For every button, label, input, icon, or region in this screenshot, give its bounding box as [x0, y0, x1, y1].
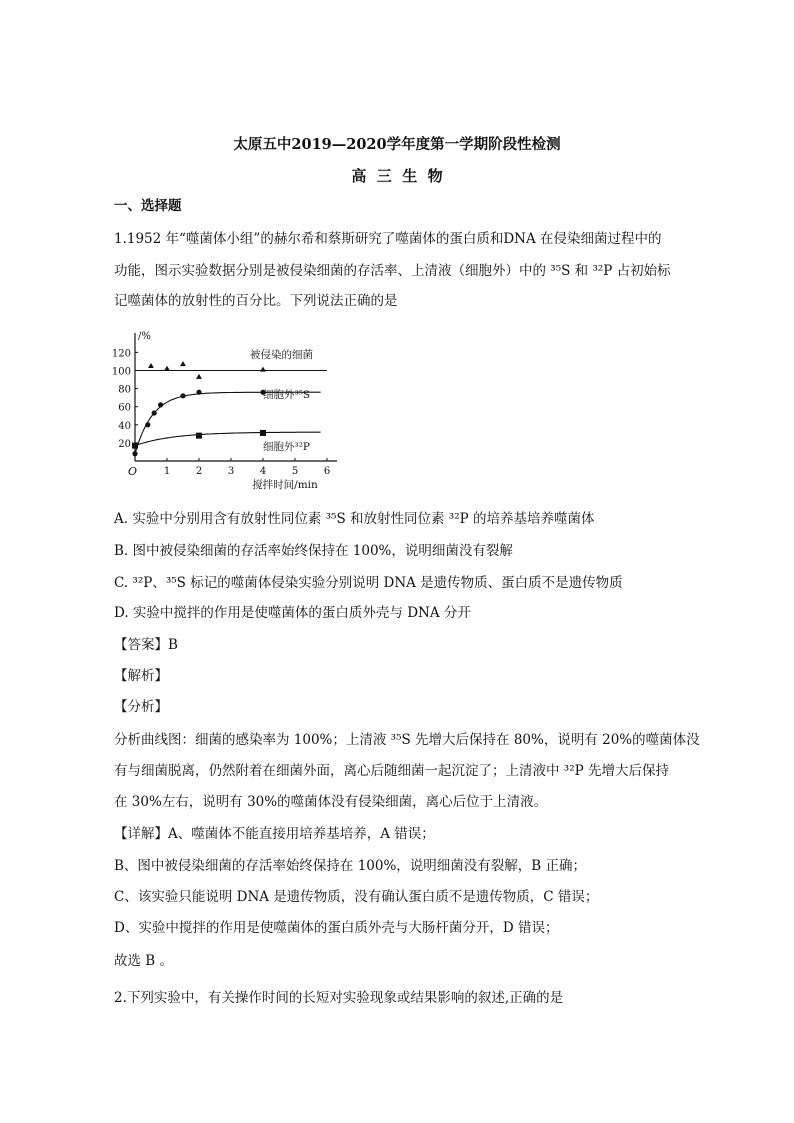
bacteria-legend: 被侵染的细菌: [250, 349, 313, 361]
x-tick-label: 2: [195, 466, 203, 477]
detail-line: D、实验中搅拌的作用是使噬菌体的蛋白质外壳与大肠杆菌分开，D 错误；: [114, 920, 559, 936]
y-axis-label: /%: [138, 331, 151, 342]
detail-line: 【详解】A、噬菌体不能直接用培养基培养，A 错误；: [114, 826, 435, 842]
x-tick-label: 4: [259, 466, 267, 477]
q1-option-a: A. 实验中分别用含有放射性同位素 ³⁵S 和放射性同位素 ³²P 的培养基培养噬菌体: [114, 511, 595, 527]
analysis-line: 有与细菌脱离，仍然附着在细菌外面，离心后随细菌一起沉淀了；上清液中 ³²P 先增大后保持: [114, 763, 669, 779]
q1-option-b: B. 图中被侵染细菌的存活率始终保持在 100%，说明细菌没有裂解: [114, 543, 513, 559]
y-tick-label: 100: [111, 366, 131, 378]
supernatant-32p-legend: 细胞外³²P: [263, 441, 310, 453]
y-tick-label: 20: [118, 438, 131, 450]
bacteria-point: [180, 361, 186, 366]
x-tick-label: 6: [323, 466, 331, 477]
q1-stem-line: 1.1952 年“噬菌体小组”的赫尔希和蔡斯研究了噬菌体的蛋白质和DNA 在侵染细菌过程中的: [114, 231, 662, 247]
y-tick-label: 40: [118, 420, 131, 432]
supernatant-35s-point: [132, 451, 137, 456]
y-tick-label: 80: [118, 384, 131, 396]
analysis-line: 在 30%左右，说明有 30%的噬菌体没有侵染细菌，离心后位于上清液。: [114, 794, 548, 810]
detail-line: B、图中被侵染细菌的存活率始终保持在 100%，说明细菌没有裂解，B 正确；: [114, 858, 587, 874]
supernatant-32p-point: [260, 430, 266, 436]
origin-label: O: [128, 465, 138, 478]
y-tick-label: 60: [118, 402, 131, 414]
q1-option-c: C. ³²P、³⁵S 标记的噬菌体侵染实验分别说明 DNA 是遗传物质、蛋白质不是遗传物质: [114, 575, 623, 591]
q1-stem-line: 功能，图示实验数据分别是被侵染细菌的存活率、上清液（细胞外）中的 ³⁵S 和 ³²P 占初始标: [114, 263, 671, 279]
question-2-stem: 2.下列实验中，有关操作时间的长短对实验现象或结果影响的叙述,正确的是: [114, 990, 564, 1006]
supernatant-35s-legend: 细胞外³⁵S: [263, 389, 311, 401]
supernatant-35s-point: [145, 422, 150, 427]
answer-label: 【答案】B: [114, 637, 178, 653]
q1-option-d: D. 实验中搅拌的作用是使噬菌体的蛋白质外壳与 DNA 分开: [114, 605, 471, 621]
x-tick-label: 3: [227, 466, 235, 477]
supernatant-35s-point: [152, 410, 157, 415]
supernatant-32p-point: [132, 443, 138, 449]
q1-chart: [108, 325, 348, 495]
x-axis-label: 搅拌时间/min: [252, 479, 318, 491]
analysis-line: 分析曲线图：细菌的感染率为 100%；上清液 ³⁵S 先增大后保持在 80%，说明有 20%的噬菌体没: [114, 732, 700, 748]
detail-line: C、该实验只能说明 DNA 是遗传物质，没有确认蛋白质不是遗传物质，C 错误；: [114, 889, 599, 905]
fenxi-label: 【分析】: [114, 699, 168, 715]
x-tick-label: 5: [291, 466, 299, 477]
page-title: 太原五中2019—2020学年度第一学期阶段性检测: [233, 136, 561, 153]
bacteria-point: [260, 367, 266, 372]
x-tick-label: 1: [163, 466, 171, 477]
supernatant-35s-point: [158, 402, 163, 407]
bacteria-point: [196, 374, 202, 379]
q1-stem-line: 记噬菌体的放射性的百分比。下列说法正确的是: [114, 293, 398, 309]
supernatant-35s-point: [180, 393, 185, 398]
page-subtitle: 高 三 生 物: [351, 167, 443, 185]
y-tick-label: 120: [111, 348, 131, 360]
conclusion: 故选 B 。: [114, 953, 174, 969]
jiexi-label: 【解析】: [114, 668, 168, 684]
supernatant-35s-point: [196, 390, 201, 395]
bacteria-point: [164, 366, 170, 371]
supernatant-32p-point: [196, 433, 202, 439]
section-heading: 一、选择题: [114, 198, 182, 214]
bacteria-point: [148, 363, 154, 368]
